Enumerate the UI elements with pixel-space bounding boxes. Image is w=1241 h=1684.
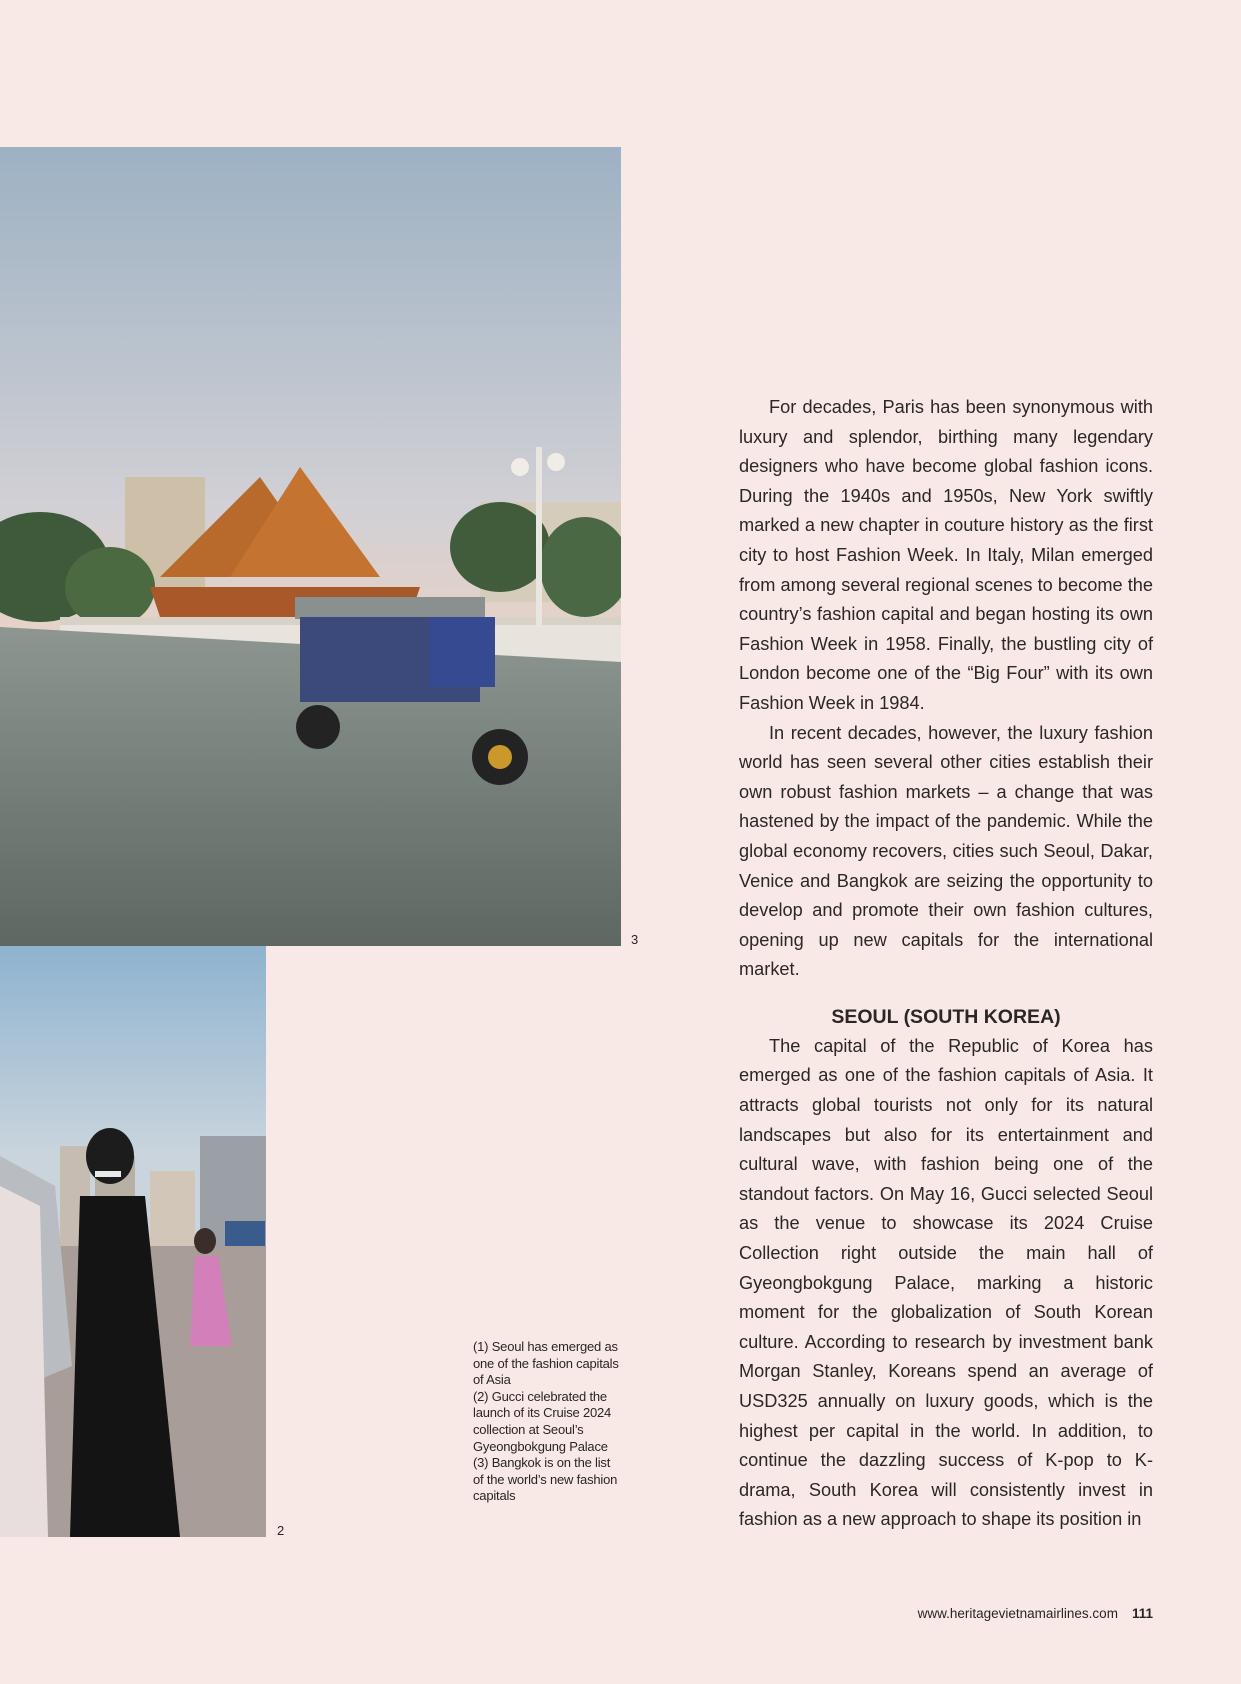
- article-paragraph: In recent decades, however, the luxury fashion world has seen several other cities establish their own robust fashion markets – a change that was hastened by the impact of the pandemic. While the global economy recovers, cities such Seoul, Dakar, Venice and Bangkok are seizing the opportunity to develop and promote their own fashion cultures, opening up new capitals for the international market.: [739, 722, 1153, 980]
- article-paragraph: For decades, Paris has been synonymous with luxury and splendor, birthing many legendary designers who have become global fashion icons. During the 1940s and 1950s, New York swiftly marked a new chapter in couture history as the first city to host Fashion Week. In Italy, Milan emerged from among several regional scenes to become the country’s fashion capital and began hosting its own Fashion Week in 1958. Finally, the bustling city of London become one of the “Big Four” with its own Fashion Week in 1984.: [739, 397, 1153, 713]
- caption-3: (3) Bangkok is on the list of the world’s new fashion capitals: [473, 1455, 618, 1504]
- footer-url[interactable]: www.heritagevietnamairlines.com: [917, 1606, 1118, 1621]
- article-body: [739, 393, 1153, 1535]
- section-heading: SEOUL (SOUTH KOREA): [831, 1005, 1061, 1028]
- caption-1: (1) Seoul has emerged as one of the fashion capitals of Asia: [473, 1339, 619, 1388]
- page-number: 111: [1131, 1606, 1153, 1621]
- bangkok-photo-illustration: [0, 147, 621, 946]
- caption-2: (2) Gucci celebrated the launch of its Cruise 2024 collection at Seoul’s Gyeongbokgung Palace: [473, 1388, 612, 1454]
- bangkok-photo: [0, 147, 621, 946]
- image-number-3: 3: [631, 932, 639, 947]
- page-footer: [760, 1606, 1153, 1621]
- seoul-fashion-photo: [0, 946, 266, 1537]
- image-number-2: 2: [277, 1523, 285, 1538]
- photo-captions: [473, 1339, 623, 1505]
- seoul-fashion-photo-illustration: [0, 946, 266, 1537]
- article-paragraph: The capital of the Republic of Korea has emerged as one of the fashion capitals of Asia. It attracts global tourists not only for its natural landscapes but also for its entertainment and cultural wave, with fashion being one of the standout factors. On May 16, Gucci selected Seoul as the venue to showcase its 2024 Cruise Collection right outside the main hall of Gyeongbokgung Palace, marking a historic moment for the globalization of South Korean culture. According to research by investment bank Morgan Stanley, Koreans spend an average of USD325 annually on luxury goods, which is the highest per capital in the world. In addition, to continue the dazzling success of K-pop to K-drama, South Korea will consistently invest in fashion as a new approach to shape its position in: [739, 1035, 1153, 1530]
